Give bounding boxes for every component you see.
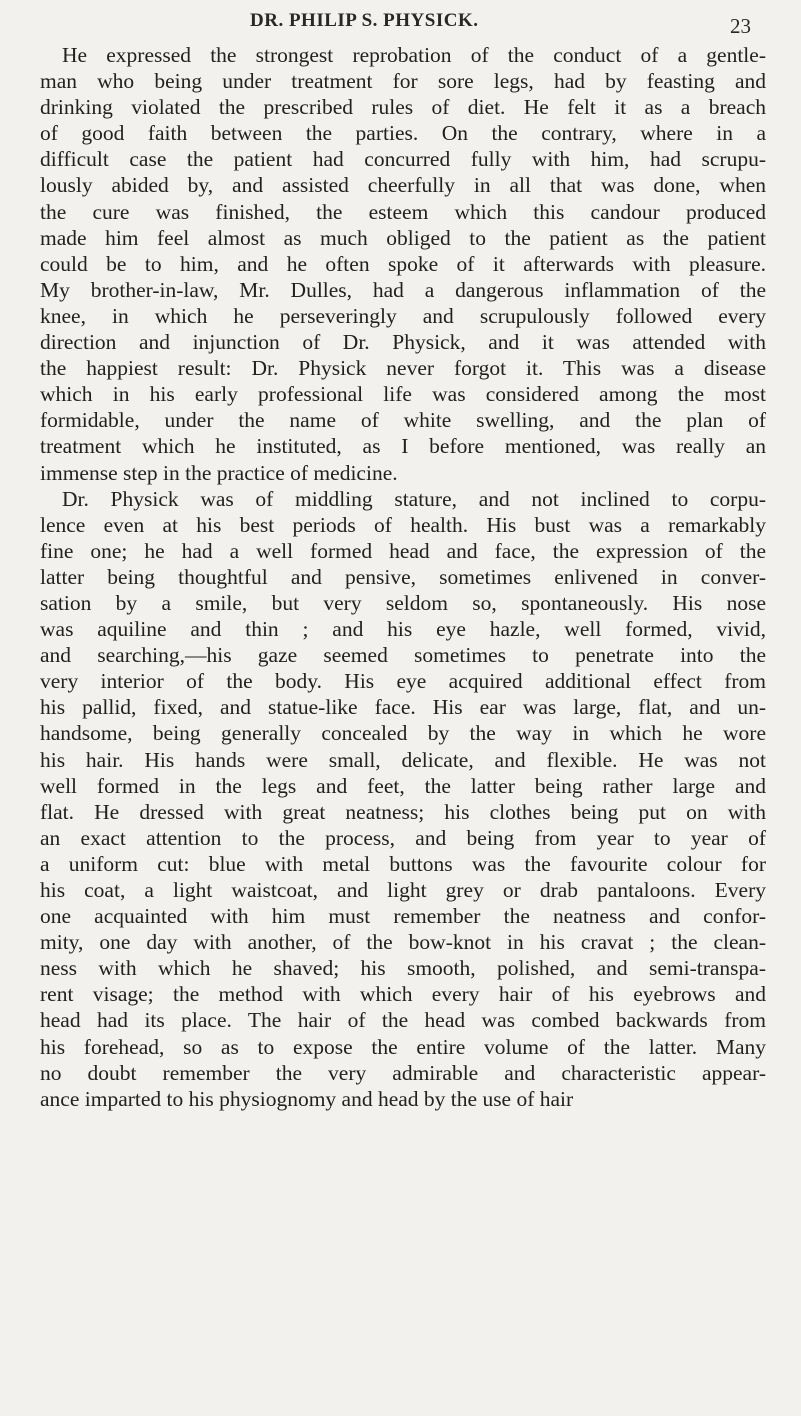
text-line: his hair. His hands were small, delicate, and flexible. He was not [40,747,766,772]
text-line: ance imparted to his physiognomy and head by the use of hair [40,1086,574,1111]
text-line: flat. He dressed with great neatness; his clothes being put on with [40,799,766,824]
text-line: lence even at his best periods of health. His bust was a remarkably [40,512,766,537]
running-head [0,8,801,38]
text-line: could be to him, and he often spoke of it afterwards with pleasure. [40,251,766,276]
text-line: his forehead, so as to expose the entire volume of the latter. Many [40,1034,766,1059]
text-line: an exact attention to the process, and being from year to year of [40,825,766,850]
text-line: very interior of the body. His eye acquired additional effect from [40,669,766,694]
text-line: direction and injunction of Dr. Physick, and it was attended with [40,330,766,355]
text-line: knee, in which he perseveringly and scrupulously followed every [40,303,766,328]
text-line: difficult case the patient had concurred fully with him, had scrupu- [40,147,766,172]
text-line: head had its place. The hair of the head was combed backwards from [40,1008,766,1033]
text-line: well formed in the legs and feet, the latter being rather large and [40,773,766,798]
text-line: rent visage; the method with which every hair of his eyebrows and [40,982,766,1007]
text-line: his coat, a light waistcoat, and light grey or drab pantaloons. Every [40,878,766,902]
paragraph-reprobation [40,42,766,486]
text-line: My brother-in-law, Mr. Dulles, had a dangerous inflammation of the [40,277,766,302]
text-line: made him feel almost as much obliged to the patient as the patient [40,225,766,250]
text-line: and searching,—his gaze seemed sometimes to penetrate into the [40,643,766,668]
text-line: ness with which he shaved; his smooth, polished, and semi-transpa- [40,956,766,981]
text-line: which in his early professional life was considered among the most [40,382,766,407]
text-line: handsome, being generally concealed by the way in which he wore [40,721,766,746]
body-text [40,42,766,1112]
text-line: mity, one day with another, of the bow-knot in his cravat ; the clean- [40,930,766,955]
text-line: sation by a smile, but very seldom so, spontaneously. His nose [40,590,766,615]
text-line: He expressed the strongest reprobation of the conduct of a gentle- [62,43,766,67]
page-number: 23 [730,14,751,38]
text-line: lously abided by, and assisted cheerfully in all that was done, when [40,173,766,198]
text-line: Dr. Physick was of middling stature, and not inclined to corpu- [62,486,766,511]
text-line: of good faith between the parties. On the contrary, where in a [40,121,766,146]
text-line: fine one; he had a well formed head and face, the expression of the [40,538,766,563]
text-line: was aquiline and thin ; and his eye hazle, well formed, vivid, [40,617,766,642]
text-line: treatment which he instituted, as I before mentioned, was really an [40,434,766,459]
text-line: latter being thoughtful and pensive, sometimes enlivened in conver- [40,564,766,589]
text-line: the happiest result: Dr. Physick never forgot it. This was a disease [40,356,766,381]
text-line: formidable, under the name of white swelling, and the plan of [40,408,766,433]
text-line: drinking violated the prescribed rules of diet. He felt it as a breach [40,95,766,120]
text-line: man who being under treatment for sore legs, had by feasting and [40,69,766,94]
text-line: a uniform cut: blue with metal buttons was the favourite colour for [40,851,766,876]
text-line: the cure was finished, the esteem which this candour produced [40,199,766,224]
text-line: immense step in the practice of medicine. [40,460,398,485]
paragraph-appearance [40,486,766,1112]
text-line: no doubt remember the very admirable and characteristic appear- [40,1060,766,1085]
text-line: his pallid, fixed, and statue-like face. His ear was large, flat, and un- [40,695,766,720]
text-line: one acquainted with him must remember the neatness and confor- [40,904,766,929]
running-title: DR. PHILIP S. PHYSICK. [250,10,479,31]
